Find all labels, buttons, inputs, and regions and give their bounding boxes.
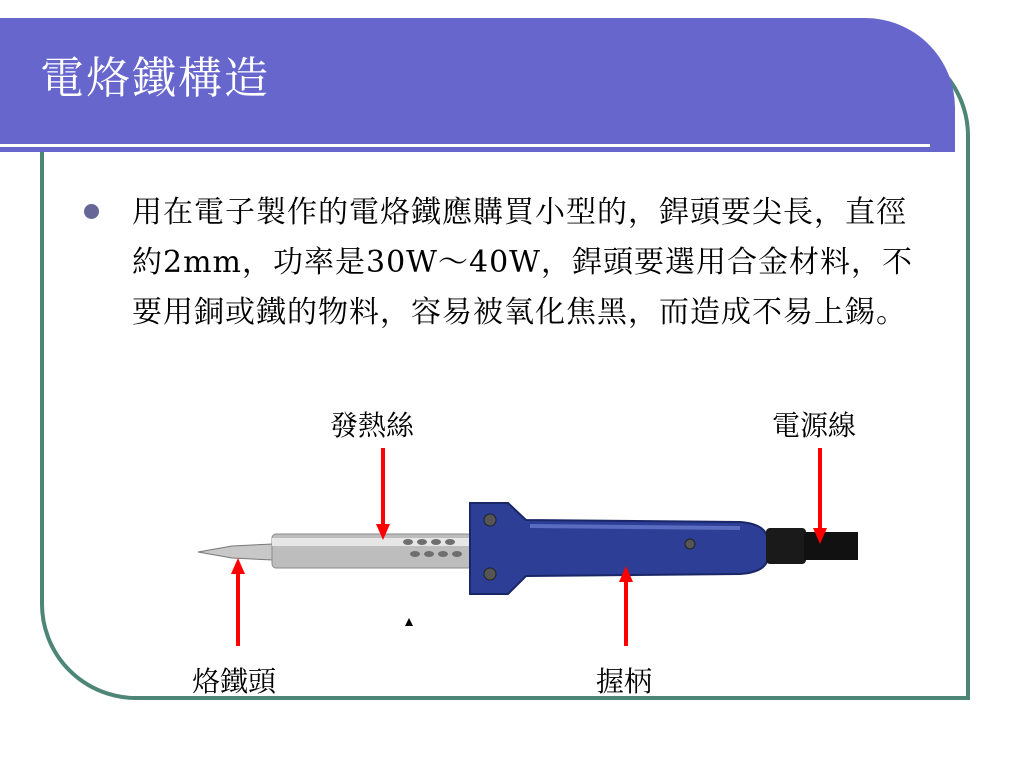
label-heating-wire: 發熱絲 <box>330 409 415 442</box>
label-handle: 握柄 <box>596 665 653 698</box>
cord-boot <box>766 528 806 564</box>
small-marker <box>405 618 413 626</box>
iron-tip <box>198 544 272 560</box>
power-cable <box>804 532 858 560</box>
handle-highlight <box>530 526 740 528</box>
bullet-text: 用在電子製作的電烙鐵應購買小型的，銲頭要尖長，直徑約2mm，功率是30W～40W，銲頭要選用合金材料，不要用銅或鐵的物料，容易被氧化焦黑，而造成不易上錫。 <box>132 195 913 330</box>
label-tip: 烙鐵頭 <box>192 665 277 698</box>
barrel-highlight <box>272 538 472 546</box>
handle-grip <box>470 503 768 594</box>
arrowhead-tip <box>231 558 245 574</box>
slide-title: 電烙鐵構造 <box>40 53 270 104</box>
label-power-cord: 電源線 <box>772 409 857 442</box>
